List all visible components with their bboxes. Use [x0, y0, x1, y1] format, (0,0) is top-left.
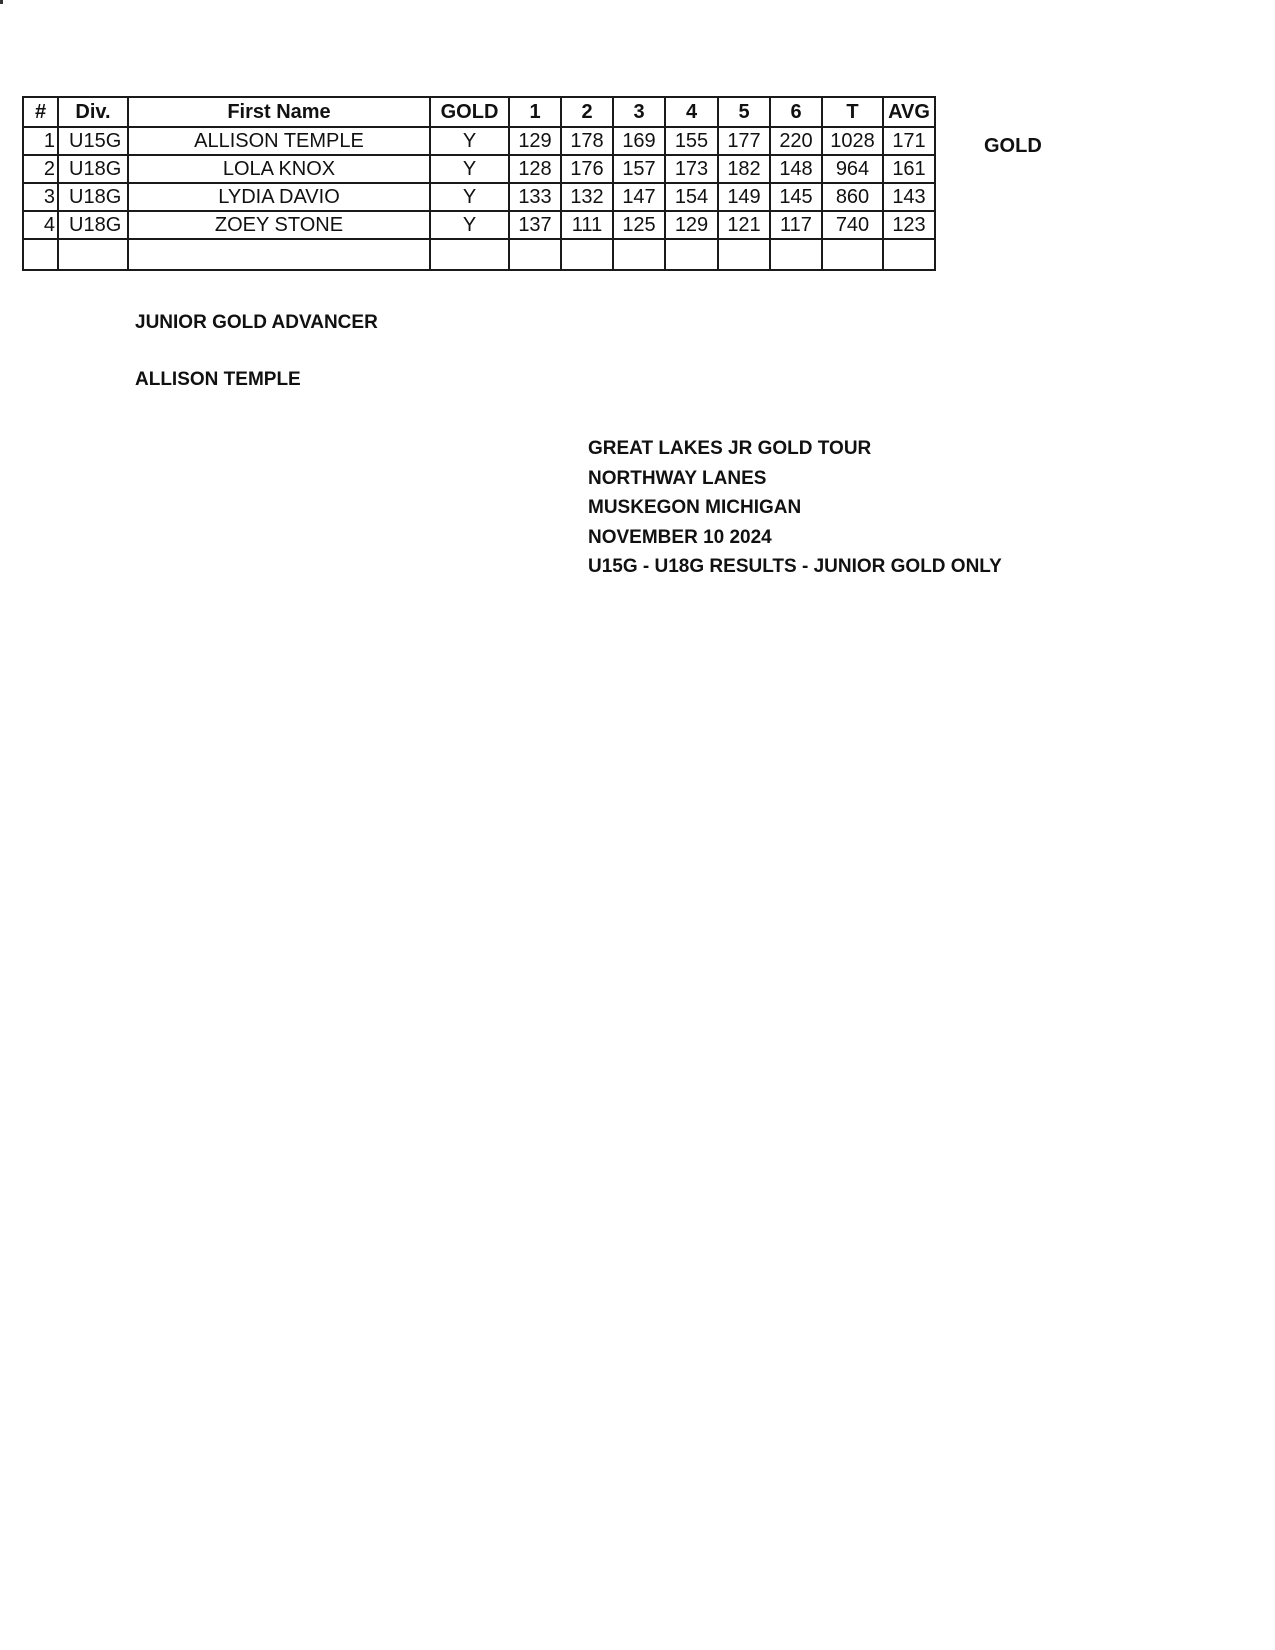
cell-game-1: 137: [509, 211, 561, 239]
header-rank: #: [23, 97, 58, 127]
empty-cell: [58, 239, 128, 270]
cell-division: U18G: [58, 155, 128, 183]
cell-game-6: 117: [770, 211, 822, 239]
empty-cell: [128, 239, 430, 270]
header-division: Div.: [58, 97, 128, 127]
results-table: [22, 96, 936, 271]
cell-game-1: 129: [509, 127, 561, 155]
header-gold: GOLD: [430, 97, 509, 127]
event-date: NOVEMBER 10 2024: [588, 526, 772, 548]
cell-game-4: 154: [665, 183, 718, 211]
cell-division: U15G: [58, 127, 128, 155]
cell-game-3: 147: [613, 183, 665, 211]
table-row: [23, 127, 935, 155]
cell-average: 123: [883, 211, 935, 239]
cell-rank: 2: [23, 155, 58, 183]
cell-gold: Y: [430, 127, 509, 155]
empty-cell: [665, 239, 718, 270]
scan-artifact-mark: [0, 0, 3, 4]
cell-rank: 3: [23, 183, 58, 211]
cell-game-6: 220: [770, 127, 822, 155]
empty-cell: [883, 239, 935, 270]
cell-name: LYDIA DAVIO: [128, 183, 430, 211]
header-average: AVG: [883, 97, 935, 127]
cell-game-2: 132: [561, 183, 613, 211]
cell-game-4: 129: [665, 211, 718, 239]
cell-total: 964: [822, 155, 883, 183]
empty-cell: [561, 239, 613, 270]
cell-division: U18G: [58, 211, 128, 239]
cell-game-6: 145: [770, 183, 822, 211]
cell-game-3: 169: [613, 127, 665, 155]
empty-cell: [613, 239, 665, 270]
cell-game-1: 128: [509, 155, 561, 183]
header-game-2: 2: [561, 97, 613, 127]
event-info-block: [588, 434, 1002, 582]
table-header-row: [23, 97, 935, 127]
cell-total: 740: [822, 211, 883, 239]
header-total: T: [822, 97, 883, 127]
cell-name: LOLA KNOX: [128, 155, 430, 183]
table-row: [23, 183, 935, 211]
table-row: [23, 211, 935, 239]
header-game-1: 1: [509, 97, 561, 127]
event-results-description: U15G - U18G RESULTS - JUNIOR GOLD ONLY: [588, 556, 1002, 577]
cell-gold: Y: [430, 183, 509, 211]
cell-total: 1028: [822, 127, 883, 155]
cell-name: ZOEY STONE: [128, 211, 430, 239]
cell-game-5: 149: [718, 183, 770, 211]
empty-cell: [770, 239, 822, 270]
cell-game-3: 125: [613, 211, 665, 239]
cell-division: U18G: [58, 183, 128, 211]
header-game-3: 3: [613, 97, 665, 127]
cell-game-6: 148: [770, 155, 822, 183]
cell-game-5: 121: [718, 211, 770, 239]
cell-game-2: 111: [561, 211, 613, 239]
cell-average: 161: [883, 155, 935, 183]
table-row: [23, 155, 935, 183]
cell-game-2: 176: [561, 155, 613, 183]
header-first-name: First Name: [128, 97, 430, 127]
event-venue: NORTHWAY LANES: [588, 467, 767, 489]
cell-name: ALLISON TEMPLE: [128, 127, 430, 155]
table-row-empty: [23, 239, 935, 270]
cell-rank: 1: [23, 127, 58, 155]
cell-game-4: 173: [665, 155, 718, 183]
header-game-5: 5: [718, 97, 770, 127]
cell-game-5: 177: [718, 127, 770, 155]
gold-row-tag: GOLD: [984, 135, 1042, 157]
event-tour-name: GREAT LAKES JR GOLD TOUR: [588, 438, 872, 459]
cell-gold: Y: [430, 211, 509, 239]
advancer-name: ALLISON TEMPLE: [135, 369, 301, 390]
empty-cell: [509, 239, 561, 270]
event-location: MUSKEGON MICHIGAN: [588, 497, 802, 518]
empty-cell: [23, 239, 58, 270]
advancer-heading: JUNIOR GOLD ADVANCER: [135, 312, 378, 333]
cell-total: 860: [822, 183, 883, 211]
cell-game-2: 178: [561, 127, 613, 155]
header-game-6: 6: [770, 97, 822, 127]
cell-game-5: 182: [718, 155, 770, 183]
cell-average: 171: [883, 127, 935, 155]
cell-average: 143: [883, 183, 935, 211]
header-game-4: 4: [665, 97, 718, 127]
cell-game-3: 157: [613, 155, 665, 183]
cell-gold: Y: [430, 155, 509, 183]
cell-game-4: 155: [665, 127, 718, 155]
cell-game-1: 133: [509, 183, 561, 211]
empty-cell: [430, 239, 509, 270]
empty-cell: [718, 239, 770, 270]
empty-cell: [822, 239, 883, 270]
cell-rank: 4: [23, 211, 58, 239]
